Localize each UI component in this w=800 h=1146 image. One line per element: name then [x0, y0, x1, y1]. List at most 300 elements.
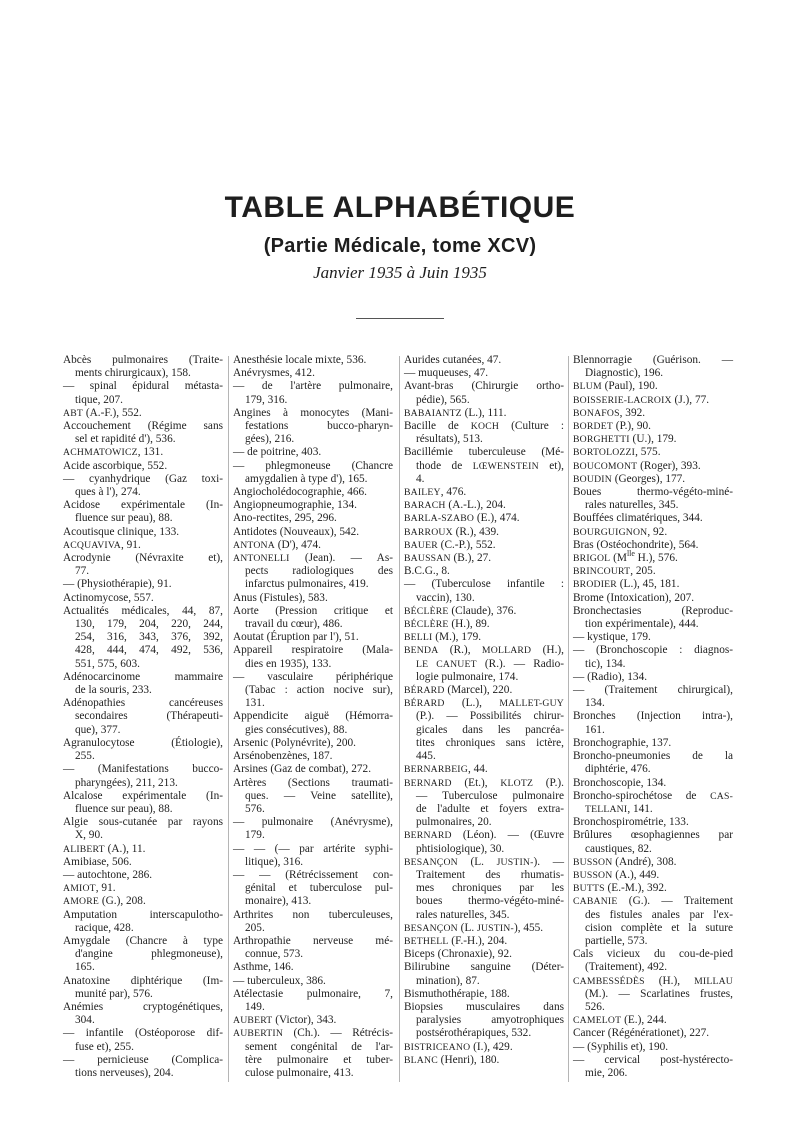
entry-line: [404, 565, 564, 578]
entry-text: Amputation interscapulotho-: [63, 908, 223, 921]
entry-text: Bacille de: [404, 420, 471, 433]
index-entry: [573, 578, 733, 591]
entry-line: [233, 1001, 393, 1014]
entry-text: rales naturelles, 345.: [585, 499, 679, 512]
entry-line: [233, 473, 393, 486]
entry-line: [233, 856, 393, 869]
entry-line: [63, 486, 223, 499]
entry-text: partielle, 573.: [585, 934, 648, 947]
entry-text: (Henri), 180.: [437, 1053, 500, 1066]
smallcaps-name: BOURGUIGNON: [573, 526, 648, 538]
index-entry: [404, 763, 564, 776]
entry-text: 255.: [75, 750, 95, 763]
entry-line: [63, 829, 223, 842]
entry-line: [63, 460, 223, 473]
entry-text: pulmonaires, 20.: [416, 816, 492, 829]
entry-text: (A.), 11.: [104, 842, 146, 855]
entry-line: [404, 446, 564, 459]
entry-text: Agranulocytose (Étiologie),: [63, 736, 223, 749]
smallcaps-name: CAMELOT: [573, 1015, 622, 1027]
entry-text: — cervical post-hystérecto-: [573, 1053, 733, 1066]
index-entry: [573, 394, 733, 407]
index-entry: [404, 354, 564, 367]
entry-text: 179.: [245, 829, 265, 842]
entry-text: — pernicieuse (Complica-: [63, 1053, 223, 1066]
entry-line: [573, 909, 733, 922]
entry-line: [573, 843, 733, 856]
entry-line: [63, 935, 223, 948]
entry-line: [404, 512, 564, 525]
entry-line: [573, 354, 733, 367]
index-entry: [573, 882, 733, 895]
entry-line: [404, 856, 564, 869]
entry-text: thode de: [416, 459, 473, 472]
entry-text: culose pulmonaire, 413.: [245, 1066, 354, 1079]
entry-text: Brûlures œsophagiennes par: [573, 829, 733, 842]
entry-text: rales naturelles, 345.: [416, 908, 510, 921]
entry-text: — tuberculeux, 386.: [233, 974, 326, 987]
entry-text: Antidotes (Nouveaux), 542.: [233, 525, 360, 538]
entry-line: [404, 380, 564, 393]
index-entry: [63, 856, 223, 869]
index-entry: [404, 407, 564, 420]
entry-line: [63, 658, 223, 671]
entry-text: (Paul), 190.: [601, 380, 658, 393]
entry-line: [233, 460, 393, 473]
index-entry: [63, 1054, 223, 1080]
column-divider: [228, 356, 229, 1082]
index-entry: [573, 948, 733, 974]
smallcaps-name: BARLA-SZABO: [404, 513, 475, 525]
index-entry: [573, 486, 733, 512]
index-entry: [573, 790, 733, 816]
entry-text: (M.), 179.: [432, 631, 482, 644]
entry-line: [404, 354, 564, 367]
entry-line: [573, 499, 733, 512]
entry-text: Traitement des rhumatis-: [416, 868, 564, 881]
smallcaps-name: BAUSSAN: [404, 553, 451, 565]
smallcaps-name: AUBERTIN: [233, 1028, 284, 1040]
entry-line: [63, 526, 223, 539]
index-column: [233, 354, 393, 1080]
entry-text: Bronchoscopie, 134.: [573, 776, 667, 789]
entry-line: [404, 777, 564, 790]
entry-text: , 575.: [635, 446, 661, 459]
index-entry: [573, 684, 733, 710]
entry-line: [63, 367, 223, 380]
entry-line: [63, 631, 223, 644]
entry-text: — kystique, 179.: [573, 631, 651, 644]
index-entry: [233, 763, 393, 776]
smallcaps-name: ANTONELLI: [233, 553, 290, 565]
entry-line: [573, 988, 733, 1001]
entry-text: Alcalose expérimentale (In-: [63, 789, 223, 802]
entry-text: (C.-P.), 552.: [437, 538, 496, 551]
entry-line: [573, 644, 733, 657]
index-entry: [233, 988, 393, 1014]
entry-text: Boues thermo-végéto-miné-: [573, 486, 733, 499]
entry-line: [233, 882, 393, 895]
entry-line: [404, 988, 564, 1001]
index-entry: [404, 697, 564, 763]
index-entry: [573, 460, 733, 473]
entry-line: [233, 948, 393, 961]
entry-line: [63, 433, 223, 446]
entry-line: [63, 473, 223, 486]
entry-line: [404, 539, 564, 552]
entry-line: [233, 380, 393, 393]
entry-text: gées), 216.: [245, 433, 295, 446]
entry-line: [404, 1001, 564, 1014]
smallcaps-name: BORTOLOZZI: [573, 447, 636, 459]
entry-text: Acrodynie (Névraxite et),: [63, 552, 223, 565]
index-entry: [233, 671, 393, 711]
smallcaps-name: BÉRARD: [404, 698, 445, 710]
entry-line: [233, 935, 393, 948]
smallcaps-name: ACHMATOWICZ: [63, 447, 138, 459]
entry-line: [573, 750, 733, 763]
entry-line: [233, 763, 393, 776]
entry-line: [404, 975, 564, 988]
index-entry: [573, 433, 733, 446]
entry-text: Brome (Intoxication), 207.: [573, 591, 695, 604]
entry-text: (A.-L.), 204.: [445, 499, 506, 512]
date-range: Janvier 1935 à Juin 1935: [313, 263, 487, 282]
entry-line: [404, 869, 564, 882]
entry-text: 205.: [245, 921, 265, 934]
index-entry: [573, 420, 733, 433]
entry-text: (M.). — Scarlatines frustes,: [585, 987, 733, 1000]
entry-text: — (Traitement chirurgical),: [573, 684, 733, 697]
entry-text: pharyngées), 211, 213.: [75, 776, 178, 789]
entry-text: tites chroniques sans ictère,: [416, 736, 564, 749]
entry-text: — pulmonaire (Anévrysme),: [233, 816, 393, 829]
index-entry: [404, 644, 564, 684]
index-entry: [404, 512, 564, 525]
entry-line: [63, 763, 223, 776]
entry-text: phtisiologique), 30.: [416, 842, 505, 855]
entry-text: , 205.: [630, 565, 656, 578]
entry-text: (L.), 45, 181.: [616, 578, 680, 591]
entry-line: [233, 988, 393, 1001]
index-entry: [573, 526, 733, 539]
index-entry: [573, 565, 733, 578]
index-entry: [233, 539, 393, 552]
entry-text: — phlegmoneuse (Chancre: [233, 459, 393, 472]
smallcaps-name: BÉCLÈRE: [404, 619, 449, 631]
entry-text: (B.), 27.: [450, 552, 492, 565]
entry-line: [233, 895, 393, 908]
entry-line: [63, 1027, 223, 1040]
smallcaps-name: MOLLARD: [481, 645, 532, 657]
entry-text: (Et.),: [451, 776, 501, 789]
index-entry: [573, 816, 733, 829]
index-entry: [63, 895, 223, 908]
entry-line: [63, 710, 223, 723]
entry-line: [573, 592, 733, 605]
index-entry: [573, 631, 733, 644]
entry-text: (Georges), 177.: [611, 472, 686, 485]
entry-text: (Tabac : action nocive sur),: [245, 684, 393, 697]
entry-line: [404, 486, 564, 499]
entry-text: (P.), 90.: [612, 420, 651, 433]
index-entry: [233, 1027, 393, 1080]
entry-line: [573, 737, 733, 750]
entry-line: [233, 644, 393, 657]
entry-text: fuse et), 255.: [75, 1040, 134, 1053]
index-entry: [233, 592, 393, 605]
entry-line: [63, 552, 223, 565]
entry-text: de la souris, 233.: [75, 684, 152, 697]
index-entry: [233, 460, 393, 486]
index-entry: [233, 816, 393, 842]
smallcaps-name: BRODIER: [573, 579, 617, 591]
entry-line: [63, 671, 223, 684]
entry-line: [63, 394, 223, 407]
entry-text: Broncho-pneumonies de la: [573, 750, 733, 763]
entry-line: [233, 843, 393, 856]
index-entry: [233, 909, 393, 935]
entry-line: [404, 460, 564, 473]
entry-line: [404, 816, 564, 829]
smallcaps-name: BELLI: [404, 632, 433, 644]
entry-line: [573, 856, 733, 869]
entry-text: Arsenic (Polynévrite), 200.: [233, 736, 356, 749]
index-entry: [233, 975, 393, 988]
entry-text: Acidose expérimentale (In-: [63, 499, 223, 512]
index-entry: [573, 354, 733, 380]
page-subtitle: (Partie Médicale, tome XCV): [263, 235, 537, 257]
entry-line: [573, 948, 733, 961]
entry-line: [63, 644, 223, 657]
entry-text: litique), 316.: [245, 855, 304, 868]
entry-line: [404, 605, 564, 618]
entry-line: [404, 592, 564, 605]
index-entry: [233, 631, 393, 644]
entry-line: [404, 671, 564, 684]
entry-line: [404, 473, 564, 486]
index-entry: [233, 710, 393, 736]
index-entry: [233, 354, 393, 367]
entry-text: Biopsies musculaires dans: [404, 1000, 564, 1013]
smallcaps-name: BLANC: [404, 1054, 438, 1066]
entry-line: [63, 843, 223, 856]
index-column: [63, 354, 223, 1080]
entry-text: Bilirubine sanguine (Déter-: [404, 961, 564, 974]
entry-line: [573, 895, 733, 908]
entry-line: [573, 697, 733, 710]
entry-text: infarctus pulmonaires, 419.: [245, 578, 369, 591]
smallcaps-name: MILLAU: [694, 975, 733, 987]
entry-text: (L.),: [444, 697, 500, 710]
index-entry: [233, 1014, 393, 1027]
index-entry: [63, 671, 223, 697]
entry-text: Algie sous-cutanée par rayons: [63, 816, 223, 829]
entry-text: 254, 316, 343, 376, 392,: [75, 631, 223, 644]
index-entry: [573, 549, 733, 565]
entry-text: Amygdale (Chancre à type: [63, 934, 223, 947]
entry-line: [63, 354, 223, 367]
index-entry: [63, 446, 223, 459]
superscript: lle: [626, 549, 635, 559]
entry-text: ), 455.: [513, 921, 544, 934]
entry-text: — vasculaire périphérique: [233, 670, 393, 683]
entry-line: [573, 565, 733, 578]
index-entry: [63, 790, 223, 816]
entry-text: — Tuberculose pulmonaire: [416, 789, 564, 802]
entry-line: [233, 1054, 393, 1067]
smallcaps-name: JUSTIN-: [477, 922, 514, 934]
index-entry: [573, 644, 733, 670]
smallcaps-name: BRINCOURT: [573, 566, 631, 578]
entry-line: [63, 882, 223, 895]
entry-text: génital et tuberculose pul-: [245, 882, 393, 895]
entry-line: [573, 460, 733, 473]
entry-line: [63, 922, 223, 935]
index-entry: [404, 961, 564, 987]
smallcaps-name: BAUER: [404, 539, 438, 551]
smallcaps-name: KLOTZ: [500, 777, 534, 789]
entry-line: [404, 882, 564, 895]
entry-text: ments chirurgicaux), 158.: [75, 367, 191, 380]
entry-text: ques à l'), 274.: [75, 486, 141, 499]
entry-line: [573, 1014, 733, 1027]
index-entry: [63, 935, 223, 975]
entry-text: Ano-rectites, 295, 296.: [233, 512, 337, 525]
entry-text: (H.),: [531, 644, 564, 657]
smallcaps-name: BERNARD: [404, 777, 452, 789]
entry-text: 77.: [75, 565, 90, 578]
entry-text: 131.: [245, 697, 265, 710]
entry-text: munité par), 576.: [75, 987, 153, 1000]
entry-text: Bronchospirométrie, 133.: [573, 816, 689, 829]
entry-text: fluence sur peau), 88.: [75, 512, 173, 525]
entry-text: Arsines (Gaz de combat), 272.: [233, 763, 372, 776]
entry-text: Aorte (Pression critique et: [233, 604, 393, 617]
smallcaps-name: BESANÇON: [404, 922, 458, 934]
entry-line: [233, 1014, 393, 1027]
entry-text: cision complète et la suture: [585, 921, 733, 934]
index-entry: [233, 843, 393, 869]
entry-text: Avant-bras (Chirurgie ortho-: [404, 380, 564, 393]
entry-line: [404, 909, 564, 922]
entry-text: (U.), 179.: [629, 433, 677, 446]
entry-line: [573, 1001, 733, 1014]
entry-line: [404, 895, 564, 908]
entry-line: [573, 380, 733, 393]
index-entry: [404, 1041, 564, 1054]
entry-line: [573, 526, 733, 539]
entry-text: (A.-F.), 552.: [83, 406, 142, 419]
entry-text: X, 90.: [75, 829, 103, 842]
entry-line: [573, 367, 733, 380]
entry-text: , 392.: [619, 406, 646, 419]
index-entry: [63, 975, 223, 1001]
entry-text: 130, 179, 204, 220, 244,: [75, 618, 223, 631]
index-entry: [404, 631, 564, 644]
entry-line: [573, 710, 733, 723]
index-entry: [573, 380, 733, 393]
index-entry: [63, 763, 223, 789]
entry-text: 304.: [75, 1014, 95, 1027]
entry-text: (Roger), 393.: [637, 459, 701, 472]
entry-text: (E.-M.), 392.: [604, 882, 667, 895]
entry-text: Actualités médicales, 44, 87,: [63, 604, 223, 617]
entry-text: — (Tuberculose infantile :: [404, 578, 564, 591]
entry-line: [404, 724, 564, 737]
entry-line: [63, 1067, 223, 1080]
entry-text: Arsénobenzènes, 187.: [233, 750, 333, 763]
entry-line: [573, 618, 733, 631]
entry-line: [573, 539, 733, 552]
smallcaps-name: KOCH: [470, 421, 500, 433]
column-divider: [399, 356, 400, 1082]
entry-line: [63, 539, 223, 552]
entry-line: [233, 750, 393, 763]
entry-text: Bronchectasies (Reproduc-: [573, 604, 733, 617]
entry-line: [573, 631, 733, 644]
entry-text: Biceps (Chronaxie), 92.: [404, 948, 512, 961]
entry-text: , 92.: [647, 525, 668, 538]
entry-text: Adénocarcinome mammaire: [63, 670, 223, 683]
entry-line: [573, 803, 733, 816]
entry-text: Broncho-spirochétose de: [573, 789, 711, 802]
entry-line: [63, 777, 223, 790]
entry-line: [404, 843, 564, 856]
entry-text: 161.: [585, 723, 605, 736]
entry-line: [573, 433, 733, 446]
entry-line: [404, 790, 564, 803]
entry-line: [233, 420, 393, 433]
entry-text: Bronchographie, 137.: [573, 736, 672, 749]
smallcaps-name: AUBERT: [233, 1015, 273, 1027]
entry-text: — cyanhydrique (Gaz toxi-: [63, 472, 223, 485]
entry-line: [404, 1027, 564, 1040]
smallcaps-name: ANTONA: [233, 539, 275, 551]
entry-line: [233, 539, 393, 552]
entry-text: — autochtone, 286.: [63, 868, 153, 881]
entry-text: que), 377.: [75, 723, 121, 736]
entry-line: [233, 499, 393, 512]
entry-line: [63, 856, 223, 869]
index-entry: [63, 420, 223, 446]
entry-line: [63, 446, 223, 459]
entry-text: des fistules anales par l'ex-: [585, 908, 733, 921]
entry-text: , 91.: [95, 882, 116, 895]
entry-text: (J.), 77.: [671, 393, 710, 406]
entry-text: (E.), 474.: [474, 512, 520, 525]
index-entry: [63, 1027, 223, 1053]
entry-line: [233, 407, 393, 420]
entry-line: [63, 512, 223, 525]
column-divider: [568, 356, 569, 1082]
entry-text: Blennorragie (Guérison. —: [573, 354, 733, 366]
entry-text: (Marcel), 220.: [444, 684, 513, 697]
entry-text: (Culture :: [499, 420, 564, 433]
entry-line: [63, 975, 223, 988]
entry-text: — (Bronchoscopie : diagnos-: [573, 644, 733, 657]
entry-text: de l'adulte et foyers extra-: [416, 802, 564, 815]
index-entry: [63, 499, 223, 525]
entry-text: Asthme, 146.: [233, 961, 294, 974]
entry-line: [404, 367, 564, 380]
entry-text: Arthropathie nerveuse mé-: [233, 934, 393, 947]
entry-line: [233, 737, 393, 750]
smallcaps-name: ABT: [63, 407, 83, 419]
smallcaps-name: CABANIE: [573, 896, 618, 908]
smallcaps-name: BOISSERIE-LACROIX: [573, 394, 672, 406]
entry-text: (H.), 89.: [448, 618, 490, 631]
